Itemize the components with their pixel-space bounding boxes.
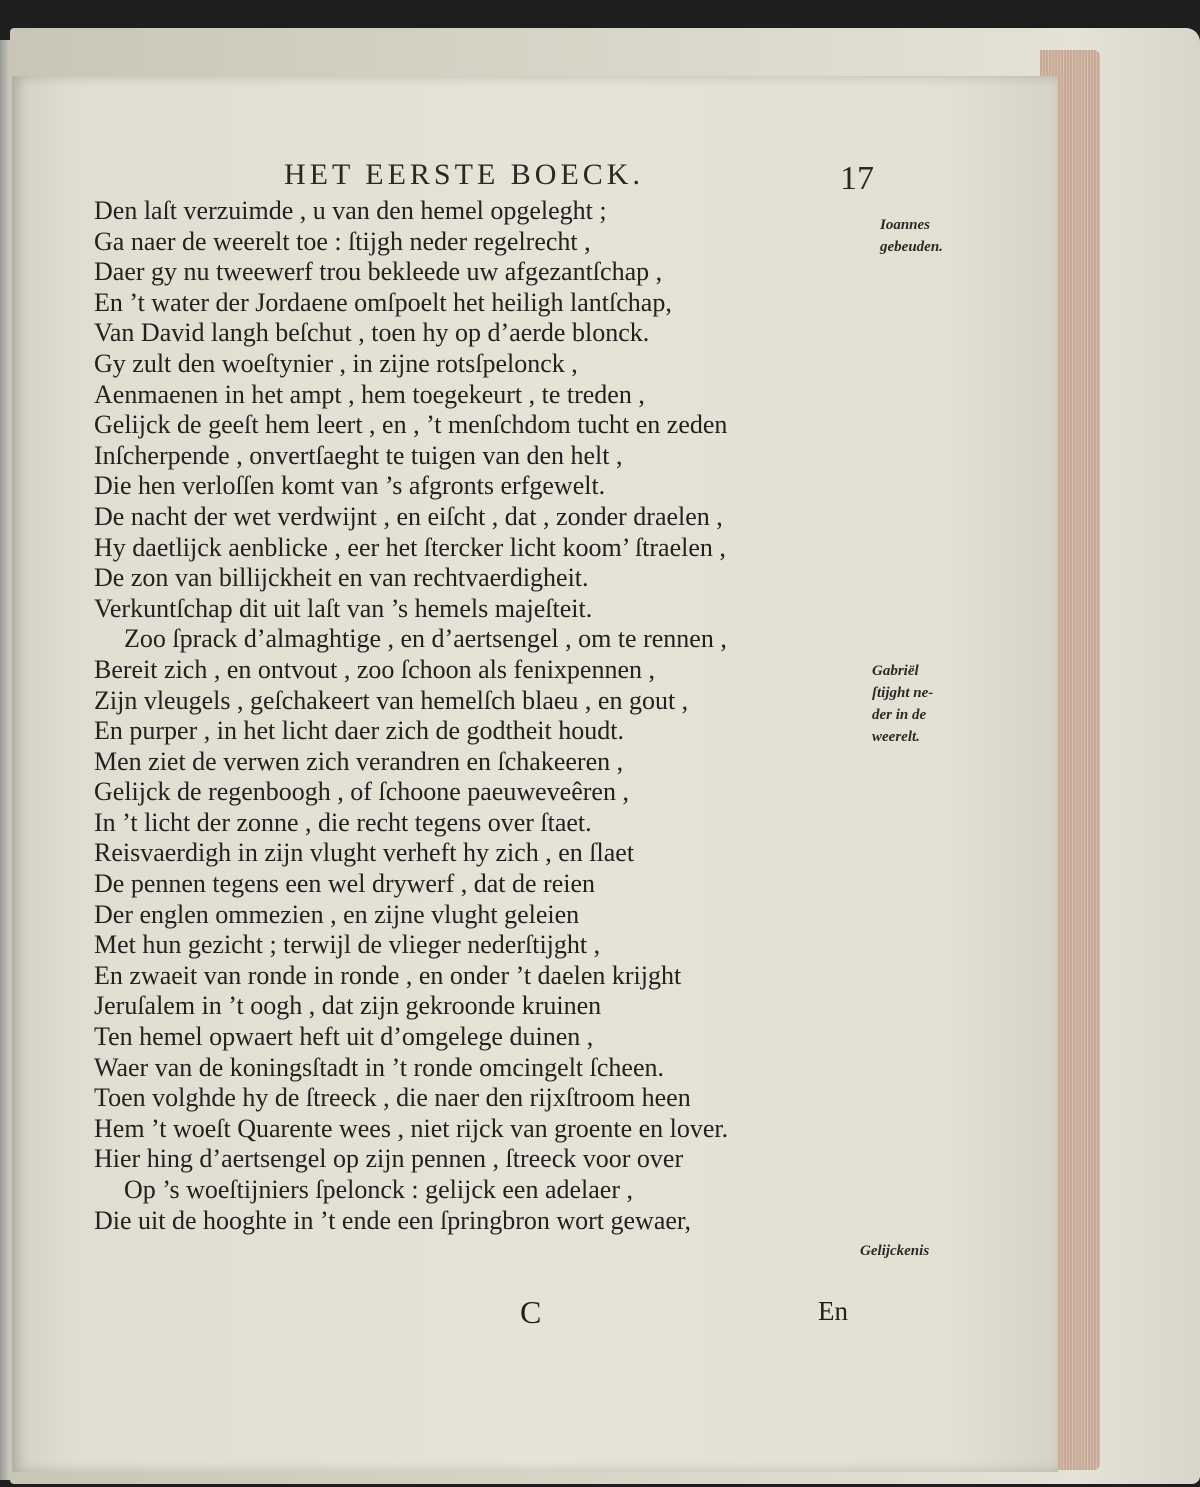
verse-line: Reisvaerdigh in zijn vlught verheft hy zich , en ſlaet — [94, 838, 635, 868]
verse-line: Inſcherpende , onvertſaeght te tuigen van den helt , — [94, 440, 623, 470]
verse-line: Jeruſalem in ’t oogh , dat zijn gekroonde kruinen — [94, 991, 602, 1021]
verse-line: Daer gy nu tweewerf trou bekleede uw afgezantſchap , — [94, 257, 663, 287]
verse-text — [94, 196, 874, 1236]
verse-line: Hem ’t woeſt Quarente wees , niet rijck van groente en lover. — [94, 1113, 729, 1143]
verse-line: Aenmaenen in het ampt , hem toegekeurt , te treden , — [94, 379, 645, 409]
verse-line: Van David langh beſchut , toen hy op d’aerde blonck. — [94, 318, 650, 348]
verse-line: Waer van de koningsſtadt in ’t ronde omcingelt ſcheen. — [94, 1052, 664, 1082]
verse-line: Gy zult den woeſtynier , in zijne rotsſpelonck , — [94, 348, 578, 378]
verse-line: In ’t licht der zonne , die recht tegens over ſtaet. — [94, 807, 592, 837]
margin-note-line: ſtijght ne- — [872, 685, 934, 701]
verse-line: Toen volghde hy de ſtreeck , die naer den rijxſtroom heen — [94, 1083, 691, 1113]
page-number: 17 — [840, 160, 874, 197]
verse-line: Ga naer de weerelt toe : ſtijgh neder regelrecht , — [94, 226, 591, 256]
verse-line: Der englen ommezien , en zijne vlught geleien — [94, 899, 580, 929]
verse-line: Die uit de hooghte in ’t ende een ſpringbron wort gewaer, — [94, 1205, 692, 1235]
margin-note-ioannes — [880, 214, 943, 258]
verse-line: De zon van billijckheit en van rechtvaerdigheit. — [94, 563, 589, 593]
verse-line: De nacht der wet verdwijnt , en eiſcht , dat , zonder draelen , — [94, 501, 723, 531]
verse-line: Die hen verloſſen komt van ’s afgronts erfgewelt. — [94, 471, 606, 501]
margin-note-line: weerelt. — [872, 729, 920, 745]
margin-note-line: der in de — [872, 707, 927, 723]
verse-line: Bereit zich , en ontvout , zoo ſchoon als fenixpennen , — [94, 654, 656, 684]
verse-line: Verkuntſchap dit uit laſt van ’s hemels majeſteit. — [94, 593, 593, 623]
verse-line: Den laſt verzuimde , u van den hemel opgeleght ; — [94, 196, 607, 225]
verse-line: Gelijck de regenboogh , of ſchoone paeuweveêren , — [94, 777, 629, 807]
verse-line: Zoo ſprack d’almaghtige , en d’aertsengel , om te rennen , — [124, 624, 727, 654]
catchword: En — [818, 1296, 848, 1326]
margin-note-line: Gabriël — [872, 663, 919, 679]
verse-line: Hier hing d’aertsengel op zijn pennen , ſtreeck voor over — [94, 1144, 684, 1174]
verse-line: Zijn vleugels , geſchakeert van hemelſch blaeu , en gout , — [94, 685, 689, 715]
verse-line: En zwaeit van ronde in ronde , en onder ’t daelen krijght — [94, 960, 682, 990]
verse-line: Hy daetlijck aenblicke , eer het ſtercker licht koom’ ſtraelen , — [94, 532, 726, 562]
margin-note-line: gebeuden. — [880, 239, 943, 255]
verse-line: En ’t water der Jordaene omſpoelt het heiligh lantſchap, — [94, 287, 672, 317]
verse-line: De pennen tegens een wel drywerf , dat de reien — [94, 869, 595, 899]
verse-line: Op ’s woeſtijniers ſpelonck : gelijck een adelaer , — [124, 1175, 633, 1204]
signature-mark: C — [520, 1294, 542, 1330]
margin-note-gelijckenis — [860, 1240, 929, 1262]
verse-line: Met hun gezicht ; terwijl de vlieger nederſtijght , — [94, 930, 601, 960]
verse-line: Gelijck de geeſt hem leert , en , ’t menſchdom tucht en zeden — [94, 410, 728, 440]
running-head: HET EERSTE BOECK. — [284, 158, 644, 191]
verse-line: En purper , in het licht daer zich de godtheit houdt. — [94, 716, 624, 746]
margin-note-gabriel — [872, 660, 933, 748]
verse-line: Ten hemel opwaert heft uit d’omgelege duinen , — [94, 1022, 594, 1052]
margin-note-line: Gelijckenis — [860, 1243, 930, 1259]
margin-note-line: Ioannes — [880, 217, 931, 233]
verse-line: Men ziet de verwen zich verandren en ſchakeeren , — [94, 746, 624, 776]
